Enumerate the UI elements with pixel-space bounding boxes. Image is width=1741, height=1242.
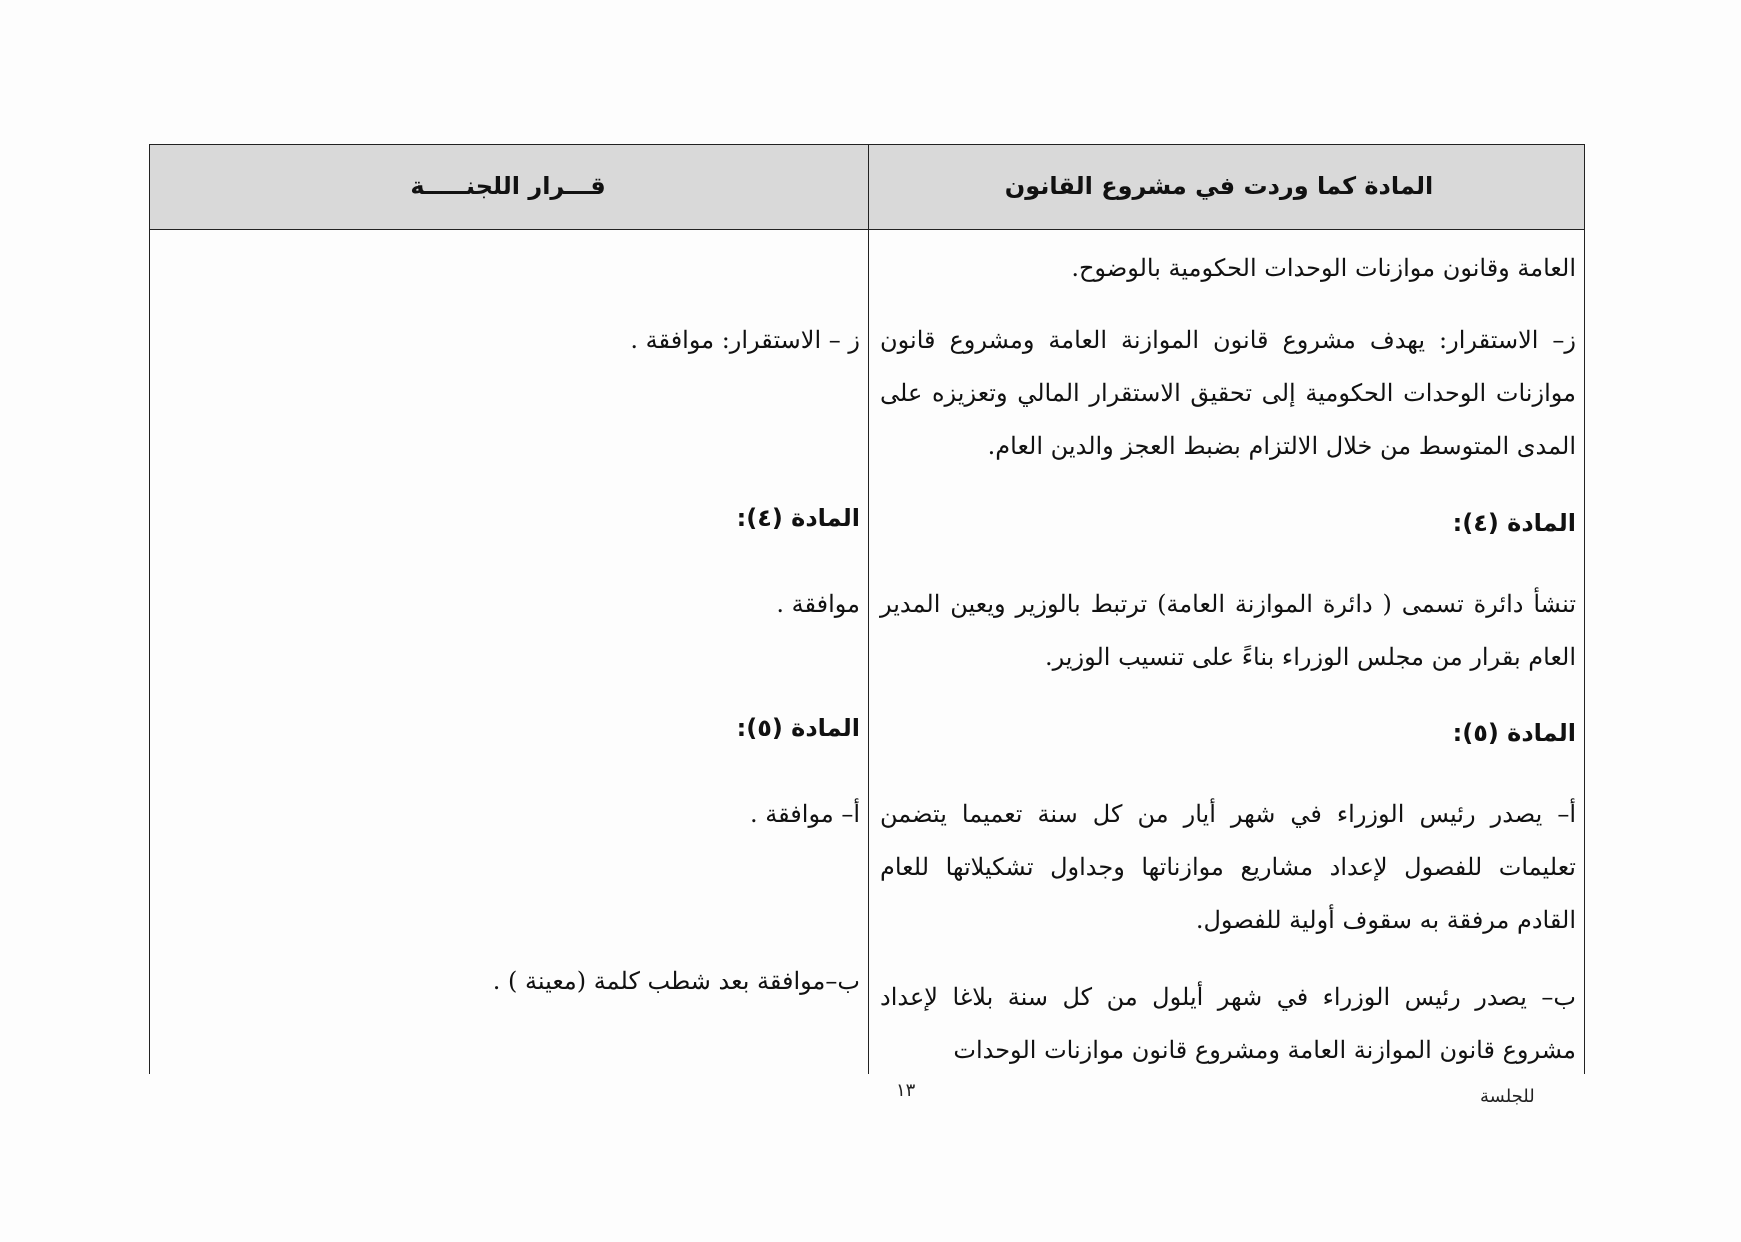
header-bill-article: المادة كما وردت في مشروع القانون <box>1004 172 1434 200</box>
footer-note: للجلسة <box>1480 1086 1535 1107</box>
decision-5a: أ– موافقة . <box>750 800 860 828</box>
decision-article4-heading: المادة (٤): <box>736 504 860 532</box>
column-divider <box>868 144 869 1074</box>
bill-paragraph-continuation: العامة وقانون موازنات الوحدات الحكومية بالوضوح. <box>1071 254 1576 282</box>
bill-article5-a: أ– يصدر رئيس الوزراء في شهر أيار من كل سنة تعميما يتضمن تعليمات للفصول لإعداد مشاريع موازناتها وجداول تشكيلاتها للعام القادم مرفقة به سقوف أولية للفصول. <box>880 800 1576 934</box>
header-committee-decision: قـــرار اللجنـــــة <box>410 172 606 200</box>
decision-5b: ب–موافقة بعد شطب كلمة (معينة ) . <box>492 967 860 995</box>
bill-article4-heading: المادة (٤): <box>1452 509 1576 537</box>
decision-z: ز – الاستقرار: موافقة . <box>630 326 860 354</box>
decision-article4: موافقة . <box>776 590 860 618</box>
decision-article5-heading: المادة (٥): <box>736 714 860 742</box>
bill-paragraph-z: ز– الاستقرار: يهدف مشروع قانون الموازنة العامة ومشروع قانون موازنات الوحدات الحكومية إلى تحقيق الاستقرار المالي وتعزيزه على المدى المتوسط من خلال الالتزام بضبط العجز والدين العام. <box>880 326 1576 460</box>
bill-article4-text: تنشأ دائرة تسمى ( دائرة الموازنة العامة) ترتبط بالوزير ويعين المدير العام بقرار من مجلس الوزراء بناءً على تنسيب الوزير. <box>880 590 1576 671</box>
bill-article5-heading: المادة (٥): <box>1452 719 1576 747</box>
bill-article5-b: ب– يصدر رئيس الوزراء في شهر أيلول من كل سنة بلاغا لإعداد مشروع قانون الموازنة العامة ومشروع قانون موازنات الوحدات <box>880 983 1576 1064</box>
page-number: ١٣ <box>896 1080 916 1101</box>
